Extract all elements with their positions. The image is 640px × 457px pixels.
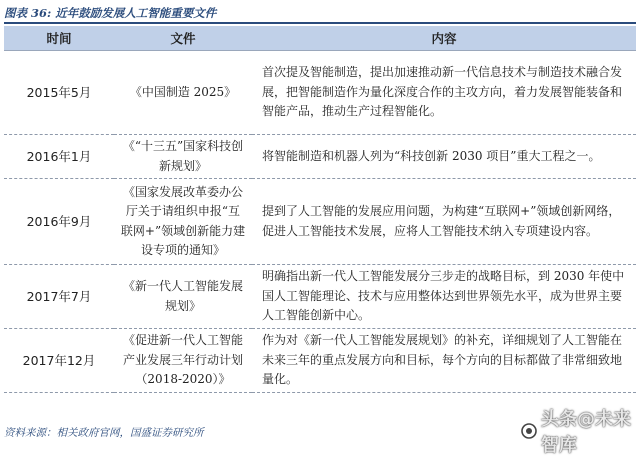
row-document: 《中国制造 2025》 [114,51,252,135]
row-time: 2015年5月 [4,51,114,135]
table-row [4,265,636,329]
source-note: 资料来源：相关政府官网，国盛证券研究所 [4,427,204,439]
row-content: 提到了人工智能的发展应用问题，为构建“互联网+”领域创新网络，促进人工智能技术发展，应将人工智能技术纳入专项建设内容。 [252,179,636,265]
header-document: 文件 [114,26,252,51]
row-time: 2017年12月 [4,329,114,393]
policy-documents-table [4,26,636,393]
figure-caption: 图表 36: 近年鼓励发展人工智能重要文件 [4,6,217,20]
watermark-text: 头条@未来智库 [541,409,631,456]
row-document: 《促进新一代人工智能产业发展三年行动计划（2018-2020）》 [114,329,252,393]
row-content: 作为对《新一代人工智能发展规划》的补充，详细规划了人工智能在未来三年的重点发展方向和目标，每个方向的目标都做了非常细致地量化。 [252,329,636,393]
table-row [4,179,636,265]
row-content: 将智能制造和机器人列为“科技创新 2030 项目”重大工程之一。 [252,135,636,179]
row-time: 2016年9月 [4,179,114,265]
header-content: 内容 [252,26,636,51]
caption-divider [4,22,636,24]
row-document: 《国家发展改革委办公厅关于请组织申报“互联网+”领域创新能力建设专项的通知》 [114,179,252,265]
row-time: 2016年1月 [4,135,114,179]
table-row [4,51,636,135]
toutiao-logo-icon [520,422,538,440]
row-time: 2017年7月 [4,265,114,329]
row-document: 《“十三五”国家科技创新规划》 [114,135,252,179]
row-document: 《新一代人工智能发展规划》 [114,265,252,329]
header-time: 时间 [4,26,114,51]
table-row [4,329,636,393]
table-header-row [4,26,636,51]
row-content: 明确指出新一代人工智能发展分三步走的战略目标，到 2030 年使中国人工智能理论、技术与应用整体达到世界领先水平，成为世界主要人工智能创新中心。 [252,265,636,329]
watermark [520,409,640,456]
row-content: 首次提及智能制造，提出加速推动新一代信息技术与制造技术融合发展，把智能制造作为量化深度合作的主攻方向，着力发展智能装备和智能产品，推动生产过程智能化。 [252,51,636,135]
table-row [4,135,636,179]
